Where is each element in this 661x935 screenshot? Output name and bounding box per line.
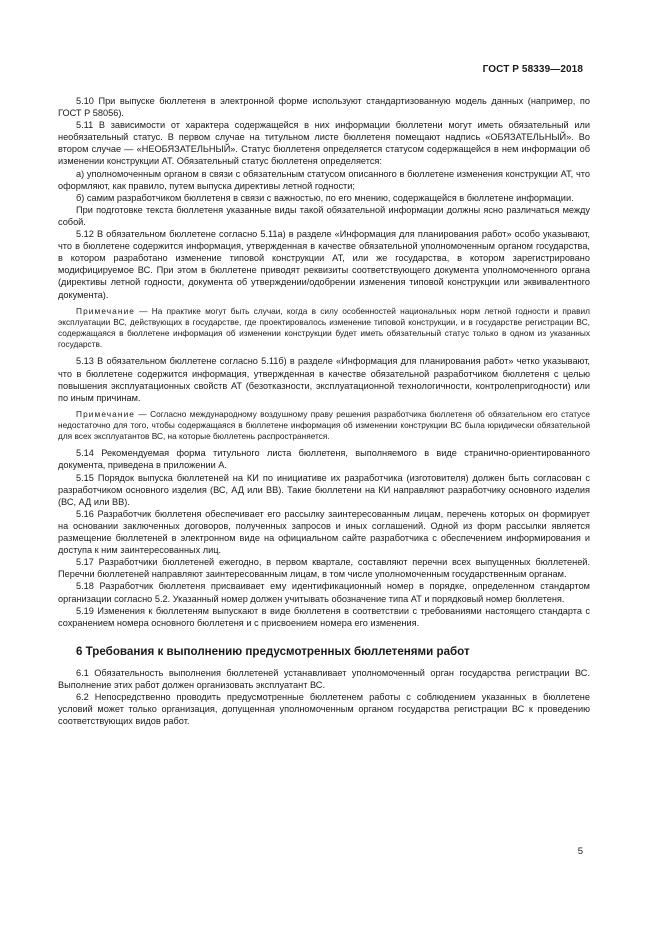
note-2-label: Примечание [76,408,136,419]
note-2 [58,409,590,443]
paragraph-5-12: 5.12 В обязательном бюллетене согласно 5.11а) в разделе «Информация для планирования работ» особо указывают, что в бюллетене содержится информация, утвержденная в качестве обязательной уполномоченным органом государства, в котором разработано изменение типовой конструкции АТ, или же государства, в котором зарегистрировано модифицируемое ВС. При этом в бюллетене приводят реквизиты соответствующего документа уполномоченного органа (директивы летной годности, документа об утверждении/одобрении изменения типовой конструкции или эквивалентного документа). [58,229,590,300]
paragraph-5-11-a: а) уполномоченным органом в связи с обязательным статусом описанного в бюллетене изменения конструкции АТ, что оформляют, как правило, путем выпуска директивы летной годности; [58,168,590,191]
document-id-header: ГОСТ Р 58339—2018 [482,64,583,75]
paragraph-5-11: 5.11 В зависимости от характера содержащейся в них информации бюллетени могут иметь обязательный или необязательный статус. В первом случае на титульном листе бюллетеня помещают надпись «ОБЯЗАТЕЛЬНЫЙ». Во втором случае — «НЕОБЯЗАТЕЛЬНЫЙ». Статус бюллетеня определяется статусом содержащейся в нем информации об изменении конструкции АТ. Обязательный статус бюллетеня определяется: [58,120,590,167]
paragraph-5-13: 5.13 В обязательном бюллетене согласно 5.11б) в разделе «Информация для планирования работ» четко указывают, что в бюллетене содержится информация, утвержденная в качестве обязательной разработчиком бюллетеня с целью повышения эксплуатационных свойств АТ (безотказности, эксплуатационной технологичности, контролепригодности) или по иным причинам. [58,356,590,403]
note-2-text: — Согласно международному воздушному праву решения разработчика бюллетеня об обязательном его статусе недостаточно для того, чтобы содержащаяся в бюллетене информация об изменении конструкции ВС была юридически обязательной для всех эксплуатантов ВС, на которые бюллетень распространяется. [58,408,590,442]
section-6-heading: 6 Требования к выполнению предусмотренных бюллетенями работ [76,644,470,658]
note-1 [58,306,590,351]
paragraph-5-19: 5.19 Изменения к бюллетеням выпускают в виде бюллетеня в соответствии с требованиями настоящего стандарта с сохранением номера основного бюллетеня и с присвоением номера его изменения. [58,605,590,628]
paragraph-5-18: 5.18 Разработчик бюллетеня присваивает ему идентификационный номер в порядке, определенном стандартом организации согласно 5.2. Указанный номер должен учитывать обозначение типа АТ и порядковый номер бюллетеня. [58,581,590,604]
note-1-label: Примечание [76,305,136,316]
paragraph-5-10: 5.10 При выпуске бюллетеня в электронной форме используют стандартизованную модель данных (например, по ГОСТ Р 58056). [58,96,590,119]
note-1-text: — На практике могут быть случаи, когда в силу особенностей национальных норм летной годности и правил эксплуатации ВС, действующих в государстве, где проектировалось изменение типовой конструкции, и в государстве регистрации ВС, содержащаяся в бюллетене информация об изменении конструкции будет иметь обязательный статус только в одном из указанных государств. [58,305,590,350]
paragraph-5-17: 5.17 Разработчики бюллетеней ежегодно, в первом квартале, составляют перечни всех выпущенных бюллетеней. Перечни бюллетеней направляют заинтересованным лицам, в том числе уполномоченным государственным органам. [58,557,590,580]
page-body [58,95,590,727]
page-number: 5 [577,846,583,857]
paragraph-5-16: 5.16 Разработчик бюллетеня обеспечивает его рассылку заинтересованным лицам, перечень которых он формирует на основании заключенных договоров, полученных запросов и иных соглашений. Одной из форм рассылки является размещение бюллетеней в электронном виде на официальном сайте разработчика с обеспечением информирования и доступа к ним заинтересованных лиц. [58,508,590,556]
paragraph-6-1: 6.1 Обязательность выполнения бюллетеней устанавливает уполномоченный орган государства регистрации ВС. Выполнение этих работ должен организовать эксплуатант ВС. [58,667,590,690]
paragraph-5-15: 5.15 Порядок выпуска бюллетеней на КИ по инициативе их разработчика (изготовителя) должен быть согласован с разработчиком основного изделия (ВС, АД или ВВ). Такие бюллетени на КИ направляют разработчику основного изделия (ВС, АД или ВВ). [58,472,590,507]
paragraph-6-2: 6.2 Непосредственно проводить предусмотренные бюллетенем работы с соблюдением указанных в бюллетене условий может только организация, допущенная уполномоченным органом государства регистрации ВС к проведению соответствующих видов работ. [58,691,590,727]
paragraph-5-11-b: б) самим разработчиком бюллетеня в связи с важностью, по его мнению, содержащейся в бюллетене информации. [76,192,574,203]
paragraph-5-11-note: При подготовке текста бюллетеня указанные виды такой обязательной информации должны ясно различаться между собой. [58,204,590,227]
paragraph-5-14: 5.14 Рекомендуемая форма титульного листа бюллетеня, выполняемого в виде странично-ориентированного документа, приведена в приложении А. [58,448,590,471]
